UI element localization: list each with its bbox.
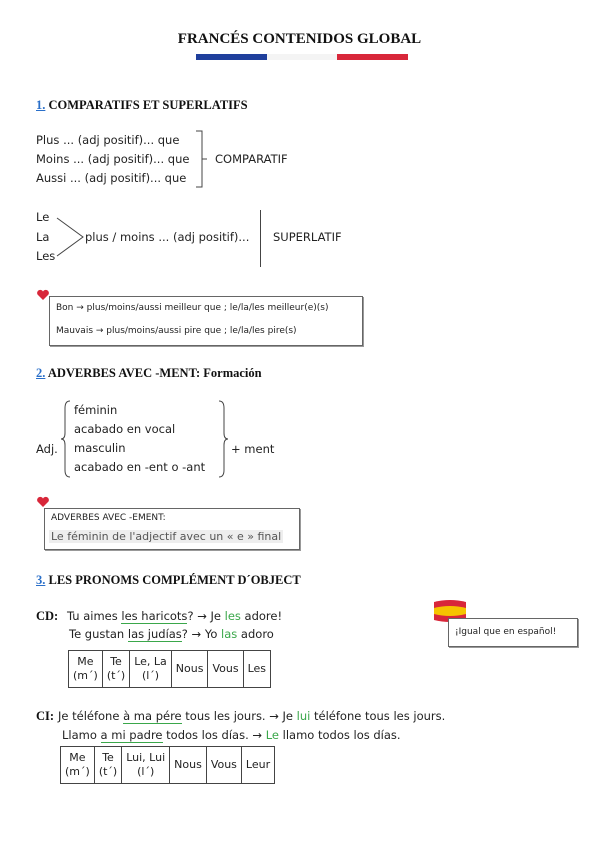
- table-cell-les: Les: [243, 651, 270, 688]
- ci-pronoun-table: [60, 746, 275, 784]
- table-cell-nous: Nous: [170, 747, 207, 784]
- heart-icon: [36, 289, 50, 301]
- right-brace: [217, 400, 229, 478]
- ment-suffix: + ment: [231, 442, 275, 456]
- section-3-heading: [36, 573, 301, 588]
- ci-fr-object: à ma pére: [123, 709, 182, 723]
- ci-es-c: todos los días. →: [162, 728, 266, 742]
- table-cell-me: Me (m´): [61, 747, 95, 784]
- comparatif-brace: [194, 130, 210, 188]
- note-ement-text: Le féminin de l'adjectif avec un « e » final: [51, 530, 282, 543]
- cd-fr-object: les haricots: [121, 609, 188, 623]
- ci-es-pronoun: Le: [265, 728, 279, 742]
- table-cell-nous: Nous: [171, 651, 208, 688]
- superlatif-article-la: La: [36, 230, 50, 244]
- table-row: [69, 651, 271, 688]
- note-box-meilleur: [49, 296, 363, 346]
- cd-fr-a: Tu aimes: [67, 609, 122, 623]
- cd-fr-c: ? → Je: [187, 609, 225, 623]
- superlatif-article-le: Le: [36, 210, 50, 224]
- cd-example-fr: [67, 609, 282, 623]
- section-2-number: 2.: [36, 366, 46, 380]
- french-flag-bar: [196, 54, 408, 60]
- cd-es-e: adoro: [237, 627, 274, 641]
- cd-es-pronoun: las: [221, 627, 238, 641]
- adverb-item-2: acabado en vocal: [74, 422, 176, 436]
- ci-es-object: a mi padre: [100, 728, 163, 742]
- section-2-heading: [36, 366, 262, 381]
- ci-fr-c: tous les jours. → Je: [181, 709, 297, 723]
- comparatif-line-1: Plus ... (adj positif)... que: [36, 133, 180, 147]
- adverb-item-4: acabado en -ent o -ant: [74, 460, 206, 474]
- section-3-number: 3.: [36, 573, 46, 587]
- ci-fr-pronoun: lui: [296, 709, 311, 723]
- ci-fr-a: Je téléfone: [58, 709, 124, 723]
- cd-es-a: Te gustan: [69, 627, 128, 641]
- superlatif-article-les: Les: [36, 249, 56, 263]
- superlatif-bar: [260, 210, 261, 267]
- heart-icon: [36, 496, 50, 508]
- section-1-title: COMPARATIFS ET SUPERLATIFS: [48, 98, 248, 112]
- cd-es-object: las judías: [127, 627, 182, 641]
- table-cell-le-la: Le, La (l´): [130, 651, 172, 688]
- note-box-ement: [44, 508, 300, 550]
- comparatif-line-3: Aussi ... (adj positif)... que: [36, 171, 187, 185]
- section-2-title: ADVERBES AVEC -MENT: Formación: [47, 366, 262, 380]
- ci-label: CI:: [36, 709, 55, 723]
- cd-fr-pronoun: les: [224, 609, 241, 623]
- adverb-item-3: masculin: [74, 441, 126, 455]
- ci-example-es: [62, 728, 401, 742]
- table-cell-vous: Vous: [206, 747, 241, 784]
- section-1-number: 1.: [36, 98, 46, 112]
- table-cell-me: Me (m´): [69, 651, 103, 688]
- page-title: FRANCÉS CONTENIDOS GLOBAL: [177, 31, 422, 47]
- note-ement-title: ADVERBES AVEC -EMENT:: [51, 513, 166, 523]
- note-mauvais: Mauvais → plus/moins/aussi pire que ; le/la/les pire(s): [56, 326, 297, 336]
- cd-es-c: ? → Yo: [181, 627, 222, 641]
- table-cell-lui: Lui, Lui (l´): [122, 747, 170, 784]
- ci-es-a: Llamo: [62, 728, 101, 742]
- table-cell-te: Te (t´): [102, 651, 129, 688]
- cd-pronoun-table: [68, 650, 271, 688]
- adverb-item-1: féminin: [74, 403, 118, 417]
- table-cell-leur: Leur: [241, 747, 274, 784]
- note-bon: Bon → plus/moins/aussi meilleur que ; le/la/les meilleur(e)(s): [56, 303, 329, 313]
- adj-label: Adj.: [36, 442, 58, 456]
- superlatif-text: plus / moins ... (adj positif)...: [85, 230, 250, 244]
- superlatif-arrow-chevron: [55, 212, 85, 262]
- cd-fr-e: adore!: [240, 609, 283, 623]
- left-brace: [60, 400, 72, 478]
- section-3-title: LES PRONOMS COMPLÉMENT D´OBJECT: [48, 573, 301, 587]
- ci-example-fr: [58, 709, 445, 723]
- table-cell-vous: Vous: [208, 651, 243, 688]
- comparatif-line-2: Moins ... (adj positif)... que: [36, 152, 190, 166]
- table-row: [61, 747, 275, 784]
- ci-fr-e: téléfone tous les jours.: [310, 709, 446, 723]
- cd-example-es: [69, 627, 274, 641]
- section-1-heading: [36, 98, 248, 113]
- cd-label: CD:: [36, 609, 59, 623]
- table-cell-te: Te (t´): [94, 747, 121, 784]
- igual-note-box: [448, 618, 578, 647]
- ci-es-e: llamo todos los días.: [278, 728, 401, 742]
- comparatif-label: COMPARATIF: [215, 152, 288, 166]
- superlatif-label: SUPERLATIF: [273, 230, 342, 244]
- igual-note-text: ¡Igual que en español!: [455, 627, 557, 637]
